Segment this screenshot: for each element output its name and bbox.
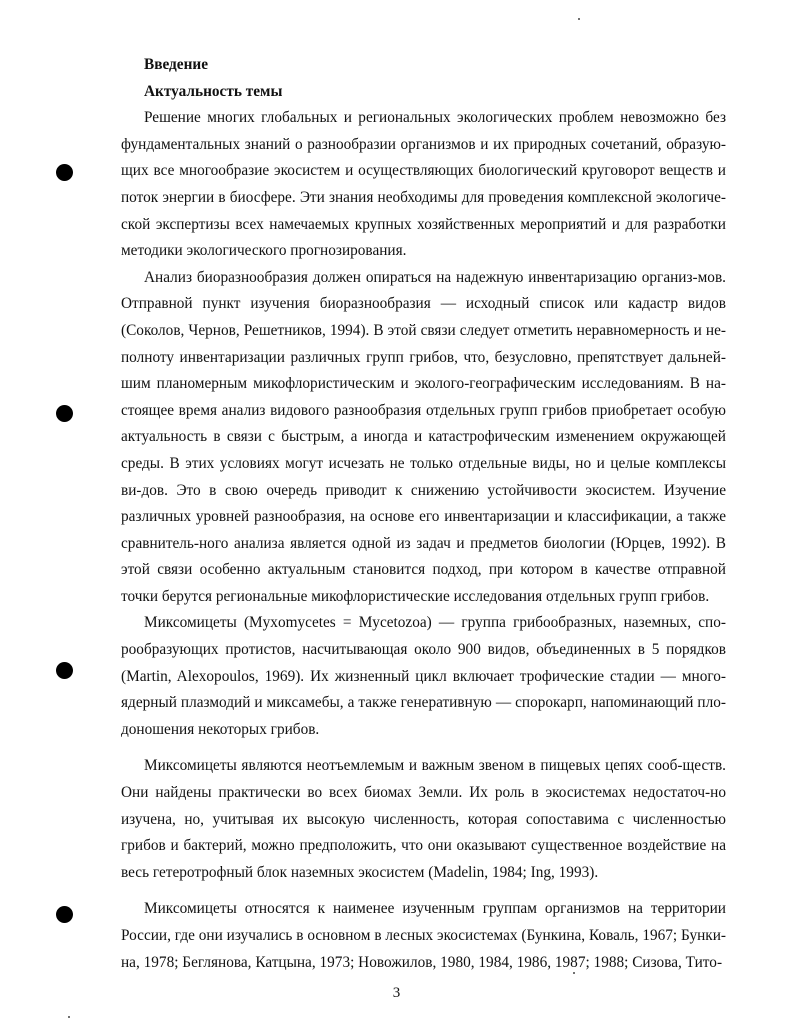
section-title: Введение	[144, 56, 208, 73]
punch-hole-icon	[56, 662, 73, 679]
paragraph: Решение многих глобальных и региональных экологических проблем невозможно без фундаментальных знаний о разнообразии организмов и их природных сочетаний, образую-щих все многообразие экосистем и осуществляющих биологический круговорот веществ и поток энергии в биосфере. Эти знания необходимы для проведения комплексной экологиче-ской экспертизы всех намечаемых крупных хозяйственных мероприятий и для разработки методики экологического прогнозирования.	[121, 109, 726, 260]
page-number: 3	[392, 985, 401, 1001]
punch-hole-icon	[56, 164, 73, 181]
paragraph: Миксомицеты относятся к наименее изученным группам организмов на территории России, где они изучались в основном в лесных экосистемах (Бункина, Коваль, 1967; Бунки-на, 1978; Беглянова, Катцына, 1973; Новожилов, 1980, 1984, 1986, 1987; 1988; Сизова, Тито-	[121, 900, 726, 971]
subsection-title: Актуальность темы	[144, 82, 283, 100]
punch-hole-icon	[56, 405, 73, 422]
document-body	[121, 52, 726, 976]
punch-hole-icon	[56, 906, 73, 923]
paragraph: Миксомицеты (Myxomycetes = Mycetozoa) — группа грибообразных, наземных, спо-рообразующих протистов, насчитывающая около 900 видов, объединенных в 5 порядков (Martin, Alexopoulos, 1969). Их жизненный цикл включает трофические стадии — много-ядерный плазмодий и миксамебы, а также генеративную — спорокарп, напоминающий пло-доношения некоторых грибов.	[121, 614, 726, 738]
paragraph: Анализ биоразнообразия должен опираться на надежную инвентаризацию организ-мов. Отправной пункт изучения биоразнообразия — исходный список или кадастр видов (Соколов, Чернов, Решетников, 1994). В этой связи следует отметить неравномерность и не-полноту инвентаризации различных групп грибов, что, безусловно, препятствует дальней-шим планомерным микофлористическим и эколого-географическим исследованиям. В на-стоящее время анализ видового разнообразия отдельных групп грибов приобретает особую актуальность в связи с быстрым, а иногда и катастрофическим изменением окружающей среды. В этих условиях могут исчезать не только отдельные виды, но и целые комплексы ви-дов. Это в свою очередь приводит к снижению устойчивости экосистем. Изучение различных уровней разнообразия, на основе его инвентаризации и классификации, а также сравнитель-ного анализа является одной из задач и предметов биологии (Юрцев, 1992). В этой связи особенно актуальным становится подход, при котором в качестве отправной точки берутся региональные микофлористические исследования отдельных групп грибов.	[121, 268, 726, 605]
scan-speck-icon	[68, 1016, 70, 1018]
scan-speck-icon	[578, 18, 580, 20]
paragraph: Миксомицеты являются неотъемлемым и важным звеном в пищевых цепях сооб-ществ. Они найдены практически во всех биомах Земли. Их роль в экосистемах недостаточ-но изучена, но, учитывая их высокую численность, которая сопоставима с численностью грибов и бактерий, можно предположить, что они оказывают существенное воздействие на весь гетеротрофный блок наземных экосистем (Madelin, 1984; Ing, 1993).	[121, 757, 726, 881]
